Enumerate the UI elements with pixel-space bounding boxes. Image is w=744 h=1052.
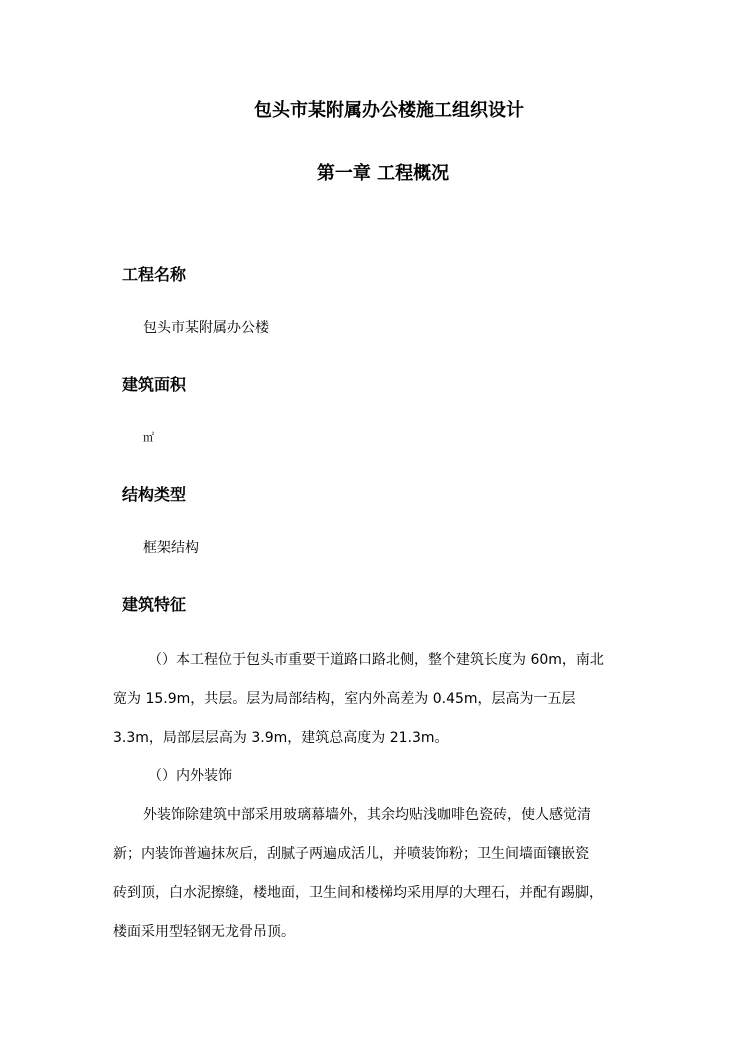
section-heading-project-name: 工程名称 [122, 265, 187, 284]
section-heading-structure-type: 结构类型 [122, 485, 187, 504]
decoration-paragraph-line: 新；内装饰普遍抹灰后，刮腻子两遍成活儿，并喷装饰粉；卫生间墙面镶嵌瓷 [113, 846, 589, 862]
features-paragraph-line: （）本工程位于包头市重要干道路口路北侧，整个建筑长度为 60m，南北 [148, 652, 604, 668]
section-heading-building-area: 建筑面积 [122, 375, 187, 394]
section-heading-building-features: 建筑特征 [122, 595, 187, 614]
structure-type-value: 框架结构 [143, 540, 199, 556]
building-area-value: ㎡ [143, 431, 154, 444]
features-paragraph-line: 3.3m，局部层层高为 3.9m，建筑总高度为 21.3m。 [113, 730, 449, 746]
features-paragraph-line: 宽为 15.9m，共层。层为局部结构，室内外高差为 0.45m，层高为一五层 [113, 691, 576, 707]
decoration-paragraph-line: 外装饰除建筑中部采用玻璃幕墙外，其余均贴浅咖啡色瓷砖，使人感觉清 [143, 807, 591, 823]
chapter-title: 第一章 工程概况 [316, 163, 450, 184]
decoration-subheading: （）内外装饰 [148, 768, 232, 784]
document-title: 包头市某附属办公楼施工组织设计 [254, 100, 524, 121]
decoration-paragraph-line: 楼面采用型轻钢无龙骨吊顶。 [113, 924, 295, 940]
decoration-paragraph-line: 砖到顶，白水泥擦缝，楼地面，卫生间和楼梯均采用厚的大理石，并配有踢脚， [113, 885, 603, 901]
project-name-value: 包头市某附属办公楼 [143, 320, 269, 336]
